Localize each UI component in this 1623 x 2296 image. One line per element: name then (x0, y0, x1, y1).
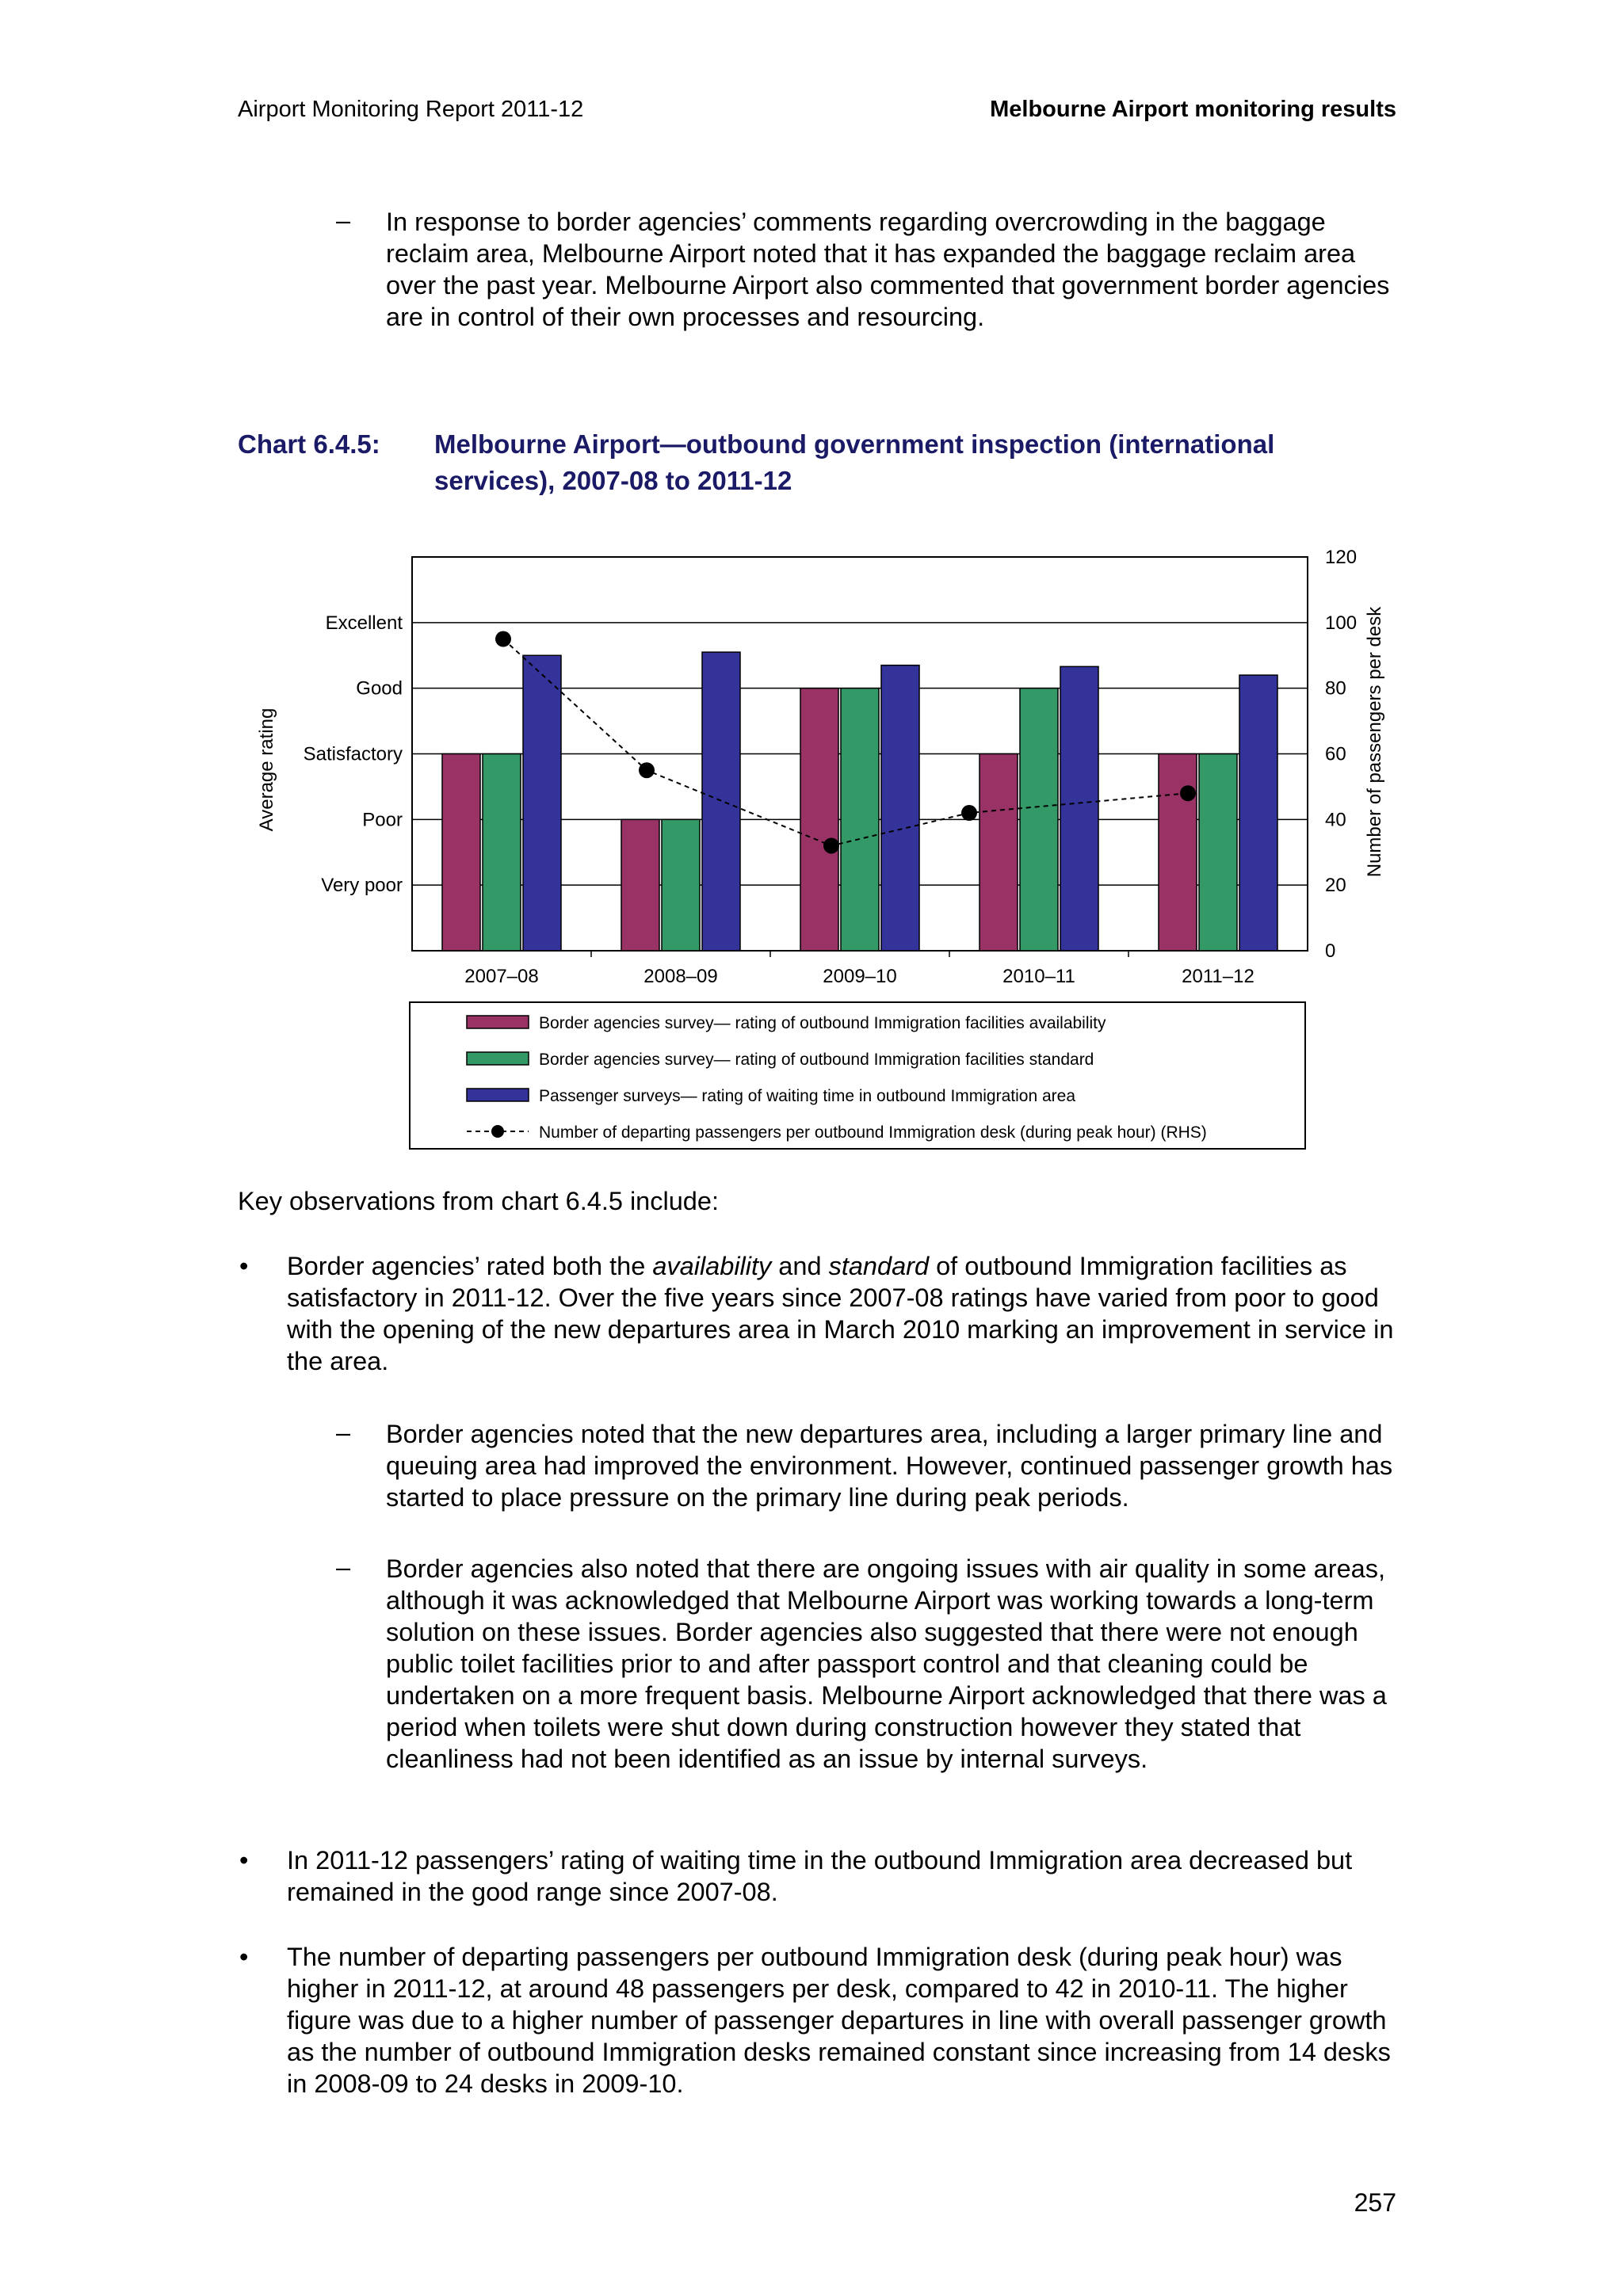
bullet-marker: • (239, 1252, 249, 1280)
bar (1159, 754, 1197, 952)
key-observations-intro: Key observations from chart 6.4.5 include: (238, 1187, 719, 1215)
left-axis-label: Average rating (256, 707, 277, 832)
right-tick-label: 100 (1325, 612, 1358, 634)
category-label: 2007–08 (464, 966, 539, 987)
bullet-emphasis-availability: availability (652, 1252, 772, 1280)
bar (1020, 688, 1058, 951)
category-label: 2008–09 (643, 966, 718, 987)
bullet-emphasis-standard: standard (828, 1252, 930, 1280)
bar (841, 688, 879, 951)
dash-air-quality: Border agencies also noted that there are ongoing issues with air quality in some areas, although it was acknowledged that Melbourne Airport was working towards a long-term solution on these issues. Border agencies also suggested that there were not enough public toilet facilities prior to and after passport control and that cleaning could be undertaken on a more frequent basis. Melbourne Airport acknowledged that there was a period when toilets were shut down during construction however they stated that cleanliness had not been identified as an issue by internal surveys. (386, 1554, 1387, 1773)
dash-departures-area: Border agencies noted that the new departures area, including a larger primary line and queuing area had improved the environment. However, continued passenger growth has started to place pressure on the primary line during peak periods. (386, 1420, 1393, 1512)
bar (702, 652, 740, 951)
bar (621, 819, 659, 951)
chart-caption-label: Chart 6.4.5: (238, 429, 380, 459)
category-label: 2010–11 (1002, 966, 1075, 987)
bullet-waiting-time: In 2011-12 passengers’ rating of waiting time in the outbound Immigration area decreased but remained in the good range since 2007-08. (287, 1846, 1353, 1906)
left-tick-label: Good (356, 677, 403, 700)
passengers-per-desk-point (1180, 785, 1196, 801)
left-tick-label: Excellent (325, 612, 403, 634)
passengers-per-desk-point (961, 805, 977, 821)
right-tick-label: 0 (1325, 940, 1336, 962)
legend-label: Number of departing passengers per outbound Immigration desk (during peak hour) (RHS) (539, 1123, 1207, 1142)
intro-dash-paragraph: In response to border agencies’ comments regarding overcrowding in the baggage reclaim area, Melbourne Airport noted that it has expanded the baggage reclaim area over the past year. Melbourne Airport also commented that government border agencies are in control of their own processes and resourcing. (386, 208, 1390, 331)
chart-caption-title: Melbourne Airport—outbound government inspection (international services), 2007-08 to 2011-12 (434, 429, 1275, 495)
right-tick-label: 80 (1325, 677, 1346, 700)
left-tick-label: Poor (362, 809, 403, 831)
category-label: 2009–10 (823, 966, 897, 987)
page-number: 257 (1354, 2188, 1396, 2217)
bar (1199, 754, 1237, 952)
legend-swatch (467, 1089, 529, 1101)
legend-swatch (467, 1016, 529, 1028)
bar (662, 819, 700, 951)
bullet-marker: • (239, 1943, 249, 1971)
bullet-availability-standard (287, 1250, 1396, 1377)
right-tick-label: 40 (1325, 809, 1346, 831)
bar (980, 754, 1018, 952)
bullet-text-part: of outbound Immigration facilities as satisfactory in 2011-12. Over the five years since 2007-08 ratings have varied from poor to good with the opening of the new departures area in March 2010 marking an improvement in service in the area. (287, 1252, 1394, 1375)
legend-line-marker (491, 1125, 504, 1138)
legend-label: Border agencies survey— rating of outbound Immigration facilities standard (539, 1051, 1094, 1069)
right-tick-label: 120 (1325, 547, 1358, 568)
right-tick-label: 60 (1325, 743, 1346, 765)
legend-swatch (467, 1052, 529, 1065)
right-tick-label: 20 (1325, 875, 1346, 897)
category-label: 2011–12 (1182, 966, 1254, 987)
header-section-title: Melbourne Airport monitoring results (990, 97, 1396, 122)
dash-marker: – (336, 206, 351, 235)
left-tick-label: Satisfactory (303, 743, 403, 765)
legend-label: Passenger surveys— rating of waiting time in outbound Immigration area (539, 1087, 1076, 1105)
header-report-title: Airport Monitoring Report 2011-12 (238, 97, 584, 122)
bullet-marker: • (239, 1846, 249, 1875)
outbound-inspection-chart (246, 539, 1395, 1157)
passengers-per-desk-point (495, 631, 511, 647)
legend-label: Border agencies survey— rating of outbound Immigration facilities availability (539, 1014, 1106, 1032)
bar (442, 754, 480, 952)
left-tick-label: Very poor (321, 875, 403, 897)
bar (1239, 675, 1277, 951)
bullet-passengers-per-desk: The number of departing passengers per outbound Immigration desk (during peak hour) was higher in 2011-12, at around 48 passengers per desk, compared to 42 in 2010-11. The higher figure was due to a higher number of passenger departures in line with overall passenger growth as the number of outbound Immigration desks remained constant since increasing from 14 desks in 2008-09 to 24 desks in 2009-10. (287, 1943, 1391, 2098)
dash-marker: – (336, 1553, 351, 1581)
bullet-text-part: and (771, 1252, 829, 1280)
bar (523, 655, 561, 951)
bullet-text-part: Border agencies’ rated both the (287, 1252, 653, 1280)
bar (1060, 666, 1098, 951)
passengers-per-desk-point (823, 837, 839, 853)
right-axis-label: Number of passengers per desk (1364, 606, 1385, 878)
bar (483, 754, 521, 952)
bar (800, 688, 838, 951)
bar (881, 666, 919, 951)
passengers-per-desk-point (639, 762, 655, 778)
dash-marker: – (336, 1418, 351, 1447)
